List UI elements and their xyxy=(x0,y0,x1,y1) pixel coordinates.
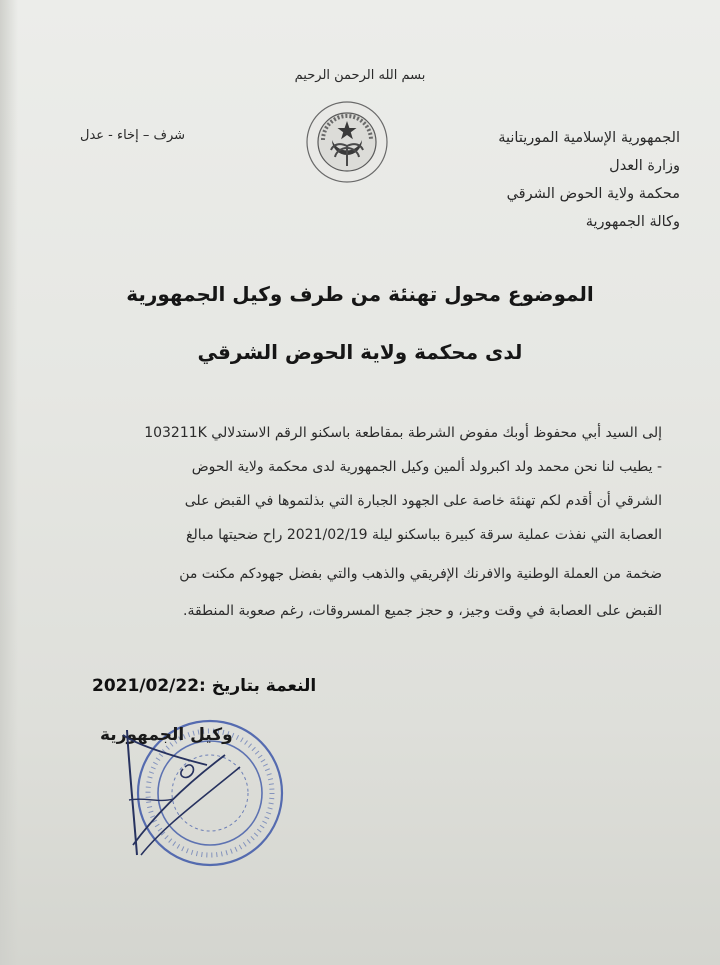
body-line-2: - يطيب لنا نحن محمد ولد اكبرولد ألمين وكيل الجمهورية لدى محكمة ولاية الحوض xyxy=(191,459,662,475)
header-ministry: وزارة العدل xyxy=(609,158,680,174)
header-country: الجمهورية الإسلامية الموريتانية xyxy=(498,130,680,146)
handwritten-signature-icon xyxy=(115,705,290,880)
date-line: النعمة بتاريخ :2021/02/22 xyxy=(92,676,317,696)
header-prosecution: وكالة الجمهورية xyxy=(585,214,680,230)
body-line-3: الشرقي أن أقدم لكم تهنئة خاصة على الجهود الجبارة التي بذلتموها في القبض على xyxy=(184,493,662,509)
header-court: محكمة ولاية الحوض الشرقي xyxy=(506,186,680,202)
body-line-4: العصابة التي نفذت عملية سرقة كبيرة بباسكنو ليلة 2021/02/19 راح ضحيتها مبالغ xyxy=(186,527,662,543)
page-edge-shadow xyxy=(0,0,18,965)
subject-line-1: الموضوع محول تهنئة من طرف وكيل الجمهورية xyxy=(126,282,594,306)
body-line-1: إلى السيد أبي محفوظ أوبك مفوض الشرطة بمقاطعة باسكنو الرقم الاستدلالي 103211K xyxy=(144,425,662,441)
basmala: بسم الله الرحمن الرحيم xyxy=(294,68,426,83)
signature-title: وكيل الجمهورية xyxy=(100,725,233,745)
subject-line-2: لدى محكمة ولاية الحوض الشرقي xyxy=(197,340,523,364)
national-motto: شرف – إخاء - عدل xyxy=(80,128,186,143)
body-line-5: ضخمة من العملة الوطنية والافرنك الإفريقي والذهب والتي بفضل جهودكم مكنت من xyxy=(179,566,662,582)
body-line-6: القبض على العصابة في وقت وجيز، و حجز جميع المسروقات، رغم صعوبة المنطقة. xyxy=(183,603,662,619)
mauritania-coat-of-arms-icon xyxy=(305,100,389,184)
